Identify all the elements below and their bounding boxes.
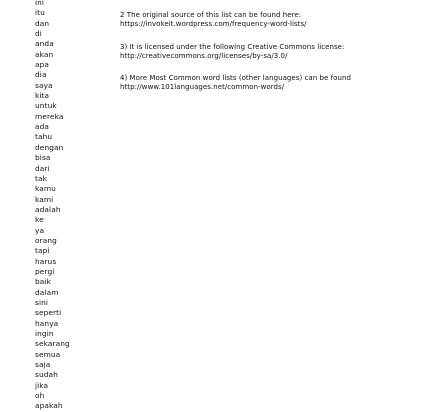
word-list-item: kami (35, 194, 54, 204)
word-list-item: di (35, 29, 42, 39)
word-list-item: akan (35, 49, 54, 59)
word-list-item: tahu (35, 132, 53, 142)
word-list-item: orang (35, 235, 57, 245)
note-link[interactable]: https://invokeit.wordpress.com/frequency-word-lists/ (120, 20, 307, 28)
word-list-item: itu (35, 8, 45, 18)
word-list-item: saya (35, 80, 53, 90)
word-list-item: hanya (35, 318, 59, 328)
word-list-item: pergi (35, 266, 55, 276)
word-list-item: tak (35, 173, 48, 183)
note-heading: 3) It is licensed under the following Creative Commons license: (120, 42, 345, 51)
word-list-item: ada (35, 122, 50, 132)
word-list-item: seperti (35, 308, 62, 318)
note-heading: 2 The original source of this list can be found here: (120, 11, 302, 19)
word-list-item: jika (35, 380, 49, 390)
word-list-item: kita (35, 91, 50, 101)
word-list-item: tapi (35, 246, 50, 256)
note-link[interactable]: http://www.101languages.net/common-words/ (120, 83, 285, 91)
word-list-item: oh (35, 391, 45, 401)
note-heading: 4) More Most Common word lists (other languages) can be found (120, 74, 351, 82)
word-list-item: anda (35, 39, 54, 49)
word-list-item: ya (35, 225, 45, 235)
word-list-item: kamu (35, 184, 56, 194)
word-list-item: ini (35, 0, 45, 7)
word-list-item: adalah (35, 204, 61, 214)
note-license (120, 43, 420, 61)
word-list-item: ke (35, 215, 44, 225)
note-more-lists (120, 74, 420, 92)
word-list-item: ingin (35, 329, 54, 338)
word-list-item: apa (35, 60, 50, 70)
word-list-item: bisa (35, 153, 51, 163)
word-list-item: semua (35, 349, 61, 359)
notes-section (120, 11, 420, 106)
note-link[interactable]: http://creativecommons.org/licenses/by-sa/3.0/ (120, 51, 288, 60)
word-list-item: dan (35, 18, 50, 28)
word-list-item: apakah (35, 401, 63, 411)
word-list (35, 0, 70, 412)
word-list-item: harus (35, 256, 57, 266)
note-source (120, 11, 420, 29)
word-list-item: dalam (35, 287, 59, 297)
word-list-item: saja (35, 360, 51, 370)
word-list-item: dengan (35, 142, 64, 152)
word-list-item: dia (35, 70, 47, 80)
word-list-item: sini (35, 297, 49, 307)
word-list-item: mereka (35, 111, 64, 121)
word-list-item: sudah (35, 370, 58, 380)
word-list-item: sekarang (35, 339, 70, 349)
word-list-item: dari (35, 163, 50, 173)
word-list-item: baik (35, 277, 51, 287)
word-list-item: untuk (35, 101, 57, 111)
